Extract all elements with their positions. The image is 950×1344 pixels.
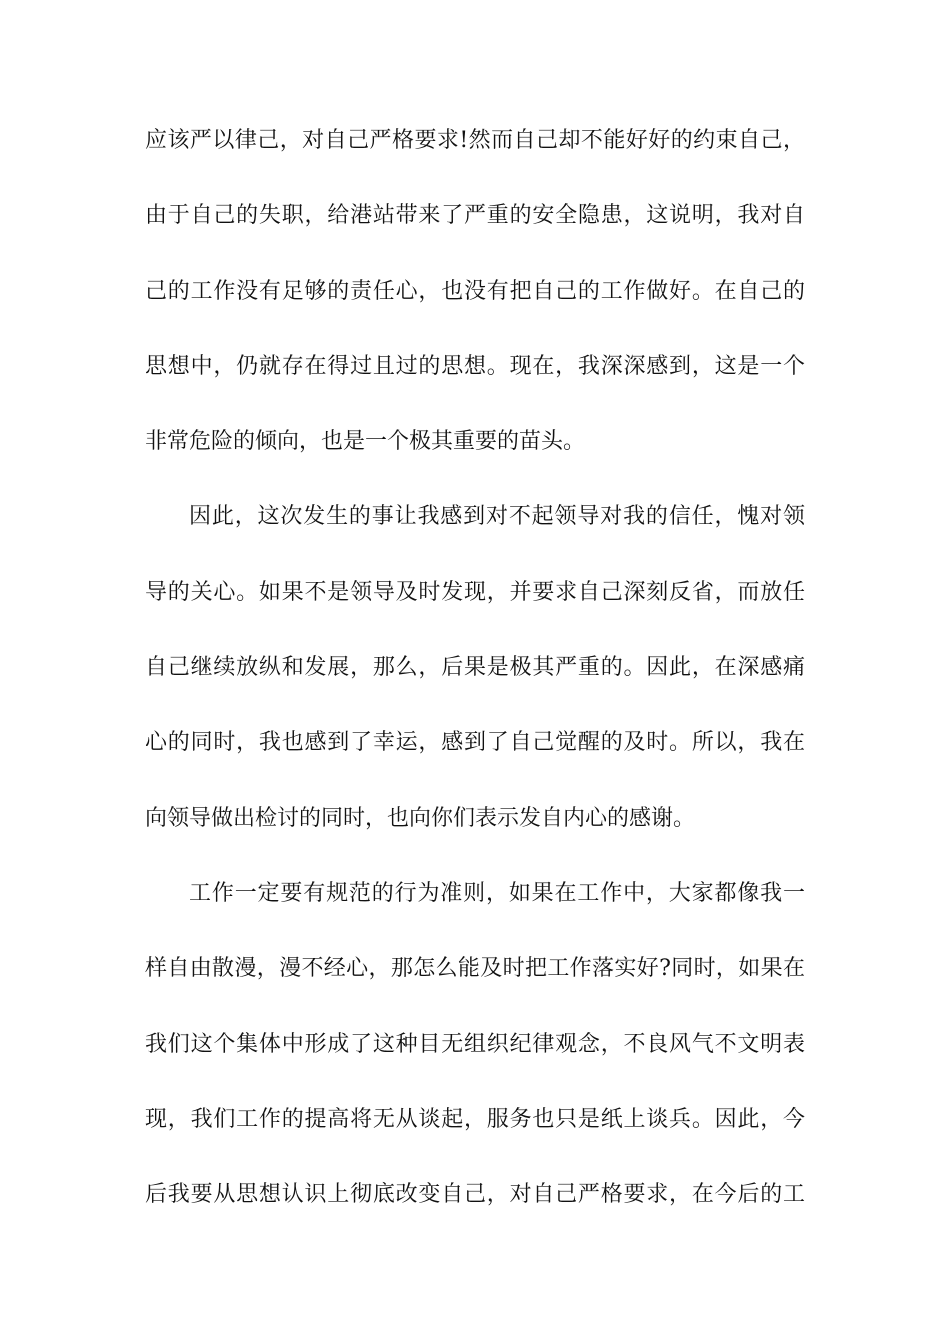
- text-line: 己的工作没有足够的责任心，也没有把自己的工作做好。在自己的: [145, 278, 805, 304]
- text-line: 由于自己的失职，给港站带来了严重的安全隐患，这说明，我对自: [145, 203, 805, 229]
- text-line: 自己继续放纵和发展，那么，后果是极其严重的。因此，在深感痛: [145, 655, 805, 681]
- text-line: 应该严以律己，对自己严格要求!然而自己却不能好好的约束自己，: [145, 128, 805, 153]
- text-line: 样自由散漫，漫不经心，那怎么能及时把工作落实好?同时，如果在: [145, 956, 805, 982]
- text-line: 导的关心。如果不是领导及时发现，并要求自己深刻反省，而放任: [145, 579, 805, 605]
- text-line: 我们这个集体中形成了这种目无组织纪律观念，不良风气不文明表: [145, 1031, 805, 1057]
- text-line: 现，我们工作的提高将无从谈起，服务也只是纸上谈兵。因此，今: [145, 1106, 805, 1132]
- body-text: [145, 126, 805, 1255]
- text-line: 非常危险的倾向，也是一个极其重要的苗头。: [145, 429, 586, 455]
- paragraph-start-line: 因此，这次发生的事让我感到对不起领导对我的信任，愧对领: [189, 504, 805, 530]
- text-line: 向领导做出检讨的同时，也向你们表示发自内心的感谢。: [145, 805, 696, 831]
- text-line: 心的同时，我也感到了幸运，感到了自己觉醒的及时。所以，我在: [145, 730, 805, 756]
- text-line: 后我要从思想认识上彻底改变自己，对自己严格要求，在今后的工: [145, 1182, 805, 1208]
- text-line: 思想中，仍就存在得过且过的思想。现在，我深深感到，这是一个: [145, 353, 805, 379]
- paragraph-start-line: 工作一定要有规范的行为准则，如果在工作中，大家都像我一: [189, 880, 805, 906]
